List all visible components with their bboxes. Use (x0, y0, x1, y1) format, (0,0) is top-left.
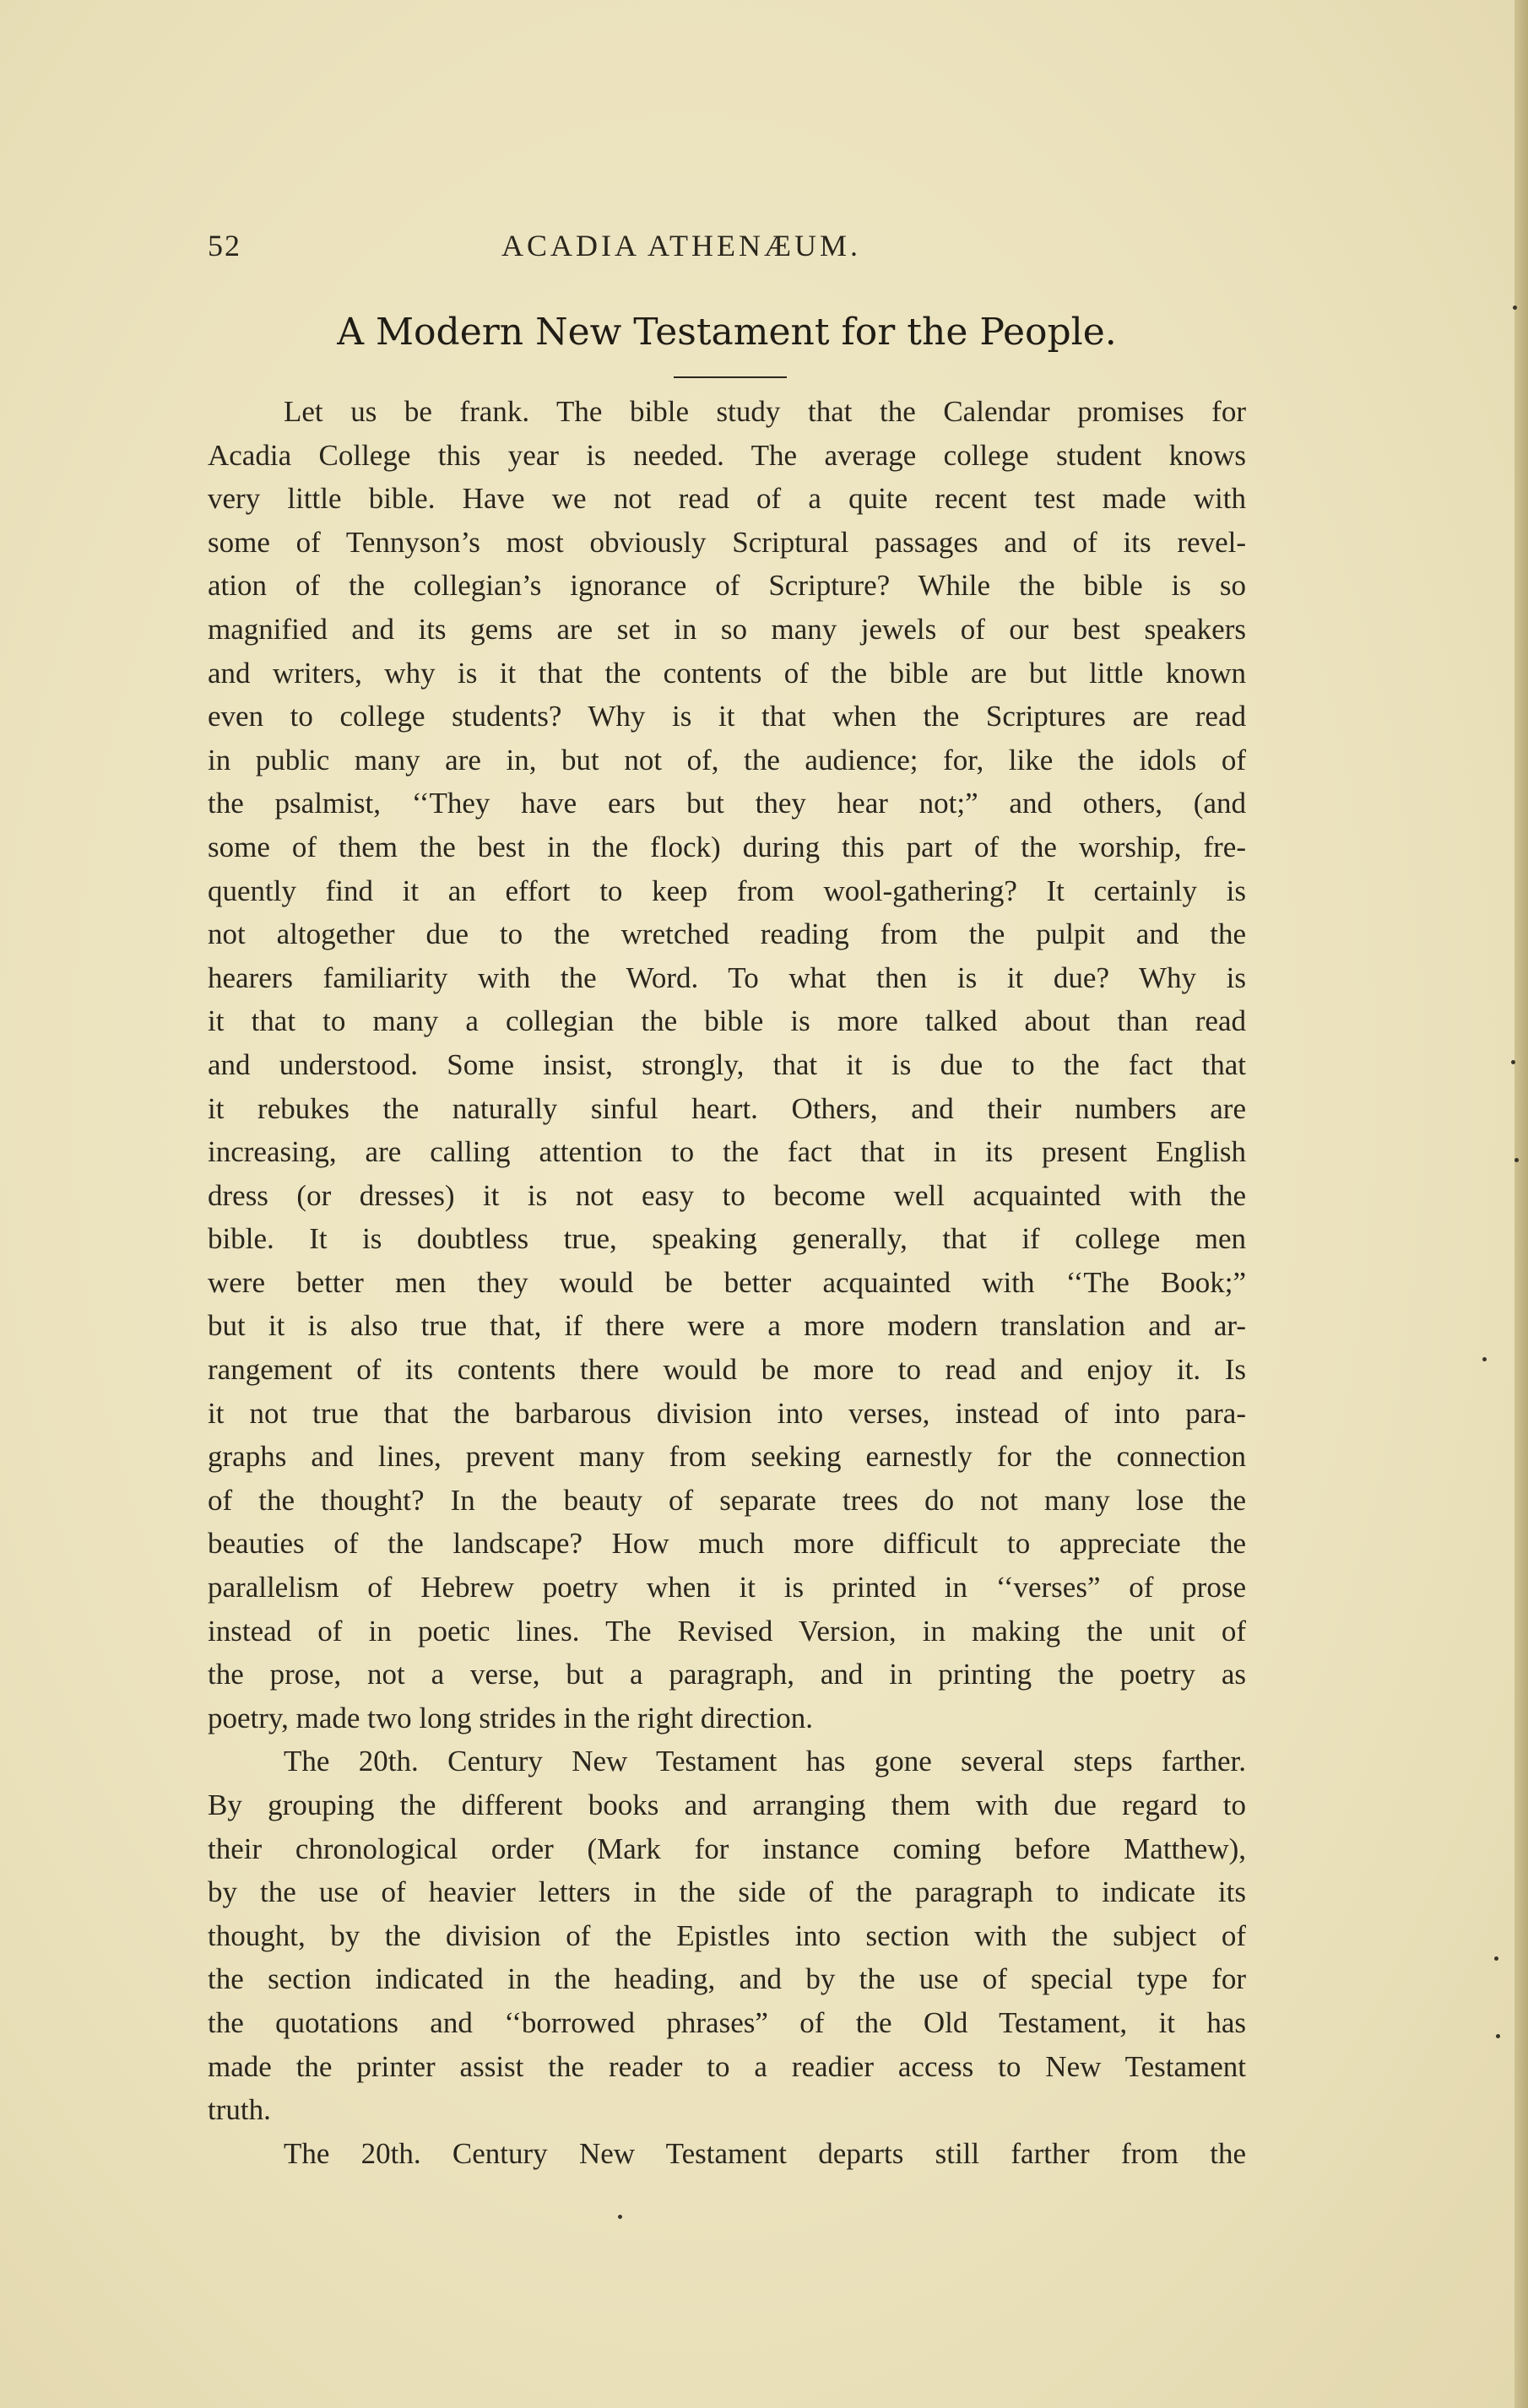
body-line: of the thought? In the beauty of separate trees do not many lose the (208, 1483, 1246, 1517)
body-line: instead of in poetic lines. The Revised Version, in making the unit of (208, 1614, 1246, 1648)
body-line: the prose, not a verse, but a paragraph, and in printing the poetry as (208, 1658, 1246, 1691)
body-line: and understood. Some insist, strongly, that it is due to the fact that (208, 1047, 1246, 1081)
paper-speck (1494, 1956, 1498, 1961)
body-line: magnified and its gems are set in so many jewels of our best speakers (208, 612, 1246, 646)
body-line: hearers familiarity with the Word. To what then is it due? Why is (208, 960, 1246, 994)
body-line: by the use of heavier letters in the side of the paragraph to indicate its (208, 1875, 1246, 1909)
body-line: the quotations and ‘‘borrowed phrases” of the Old Testament, it has (208, 2005, 1246, 2039)
body-line: beauties of the landscape? How much more difficult to appreciate the (208, 1527, 1246, 1561)
body-line: dress (or dresses) it is not easy to become well acquainted with the (208, 1178, 1246, 1212)
body-line: parallelism of Hebrew poetry when it is printed in ‘‘verses” of prose (208, 1571, 1246, 1604)
body-line: it that to many a collegian the bible is more talked about than read (208, 1004, 1246, 1038)
body-line: truth. (208, 2093, 271, 2127)
body-line: some of them the best in the flock) during this part of the worship, fre- (208, 830, 1246, 863)
body-line: made the printer assist the reader to a readier access to New Testament (208, 2049, 1246, 2083)
body-line: and writers, why is it that the contents of the bible are but little known (208, 656, 1246, 690)
body-line: not altogether due to the wretched reading from the pulpit and the (208, 917, 1246, 951)
body-line: graphs and lines, prevent many from seeking earnestly for the connection (208, 1440, 1246, 1474)
body-line: thought, by the division of the Epistles into section with the subject of (208, 1918, 1246, 1952)
body-line: Let us be frank. The bible study that the Calendar promises for (284, 395, 1246, 428)
body-line: The 20th. Century New Testament departs still farther from the (284, 2136, 1246, 2170)
body-line: even to college students? Why is it that when the Scriptures are read (208, 700, 1246, 733)
paper-speck (1514, 1158, 1519, 1162)
body-line: some of Tennyson’s most obviously Scriptural passages and of its revel- (208, 525, 1246, 559)
body-line: By grouping the different books and arranging them with due regard to (208, 1788, 1246, 1821)
article-title: A Modern New Testament for the People. (337, 311, 1117, 354)
body-line: the section indicated in the heading, and by the use of special type for (208, 1962, 1246, 1996)
body-line: the psalmist, ‘‘They have ears but they hear not;” and others, (and (208, 787, 1246, 820)
page-edge-shadow (1514, 0, 1528, 2408)
paper-speck (618, 2215, 622, 2219)
body-line: increasing, are calling attention to the fact that in its present English (208, 1135, 1246, 1169)
body-line: very little bible. Have we not read of a quite recent test made with (208, 482, 1246, 516)
body-line: Acadia College this year is needed. The average college student knows (208, 438, 1246, 472)
body-line: The 20th. Century New Testament has gone several steps farther. (284, 1745, 1246, 1778)
paper-speck (1496, 2034, 1500, 2038)
body-line: it not true that the barbarous division into verses, instead of into para- (208, 1396, 1246, 1430)
body-line: their chronological order (Mark for instance coming before Matthew), (208, 1832, 1246, 1865)
body-line: in public many are in, but not of, the audience; for, like the idols of (208, 743, 1246, 777)
paper-speck (1482, 1357, 1487, 1361)
body-line: quently find it an effort to keep from wool-gathering? It certainly is (208, 874, 1246, 907)
paper-speck (1511, 1060, 1515, 1064)
body-line: ation of the collegian’s ignorance of Scripture? While the bible is so (208, 569, 1246, 603)
body-line: it rebukes the naturally sinful heart. Others, and their numbers are (208, 1091, 1246, 1125)
body-line: rangement of its contents there would be more to read and enjoy it. Is (208, 1353, 1246, 1387)
body-line: bible. It is doubtless true, speaking generally, that if college men (208, 1222, 1246, 1256)
body-line: but it is also true that, if there were a more modern translation and ar- (208, 1309, 1246, 1343)
page-number: 52 (208, 229, 241, 262)
body-line: were better men they would be better acquainted with ‘‘The Book;” (208, 1265, 1246, 1299)
body-line: poetry, made two long strides in the right direction. (208, 1701, 814, 1734)
title-rule (674, 376, 787, 378)
article-body (208, 390, 1246, 2175)
paper-speck (1513, 306, 1517, 310)
journal-title: ACADIA ATHENÆUM. (501, 229, 862, 262)
